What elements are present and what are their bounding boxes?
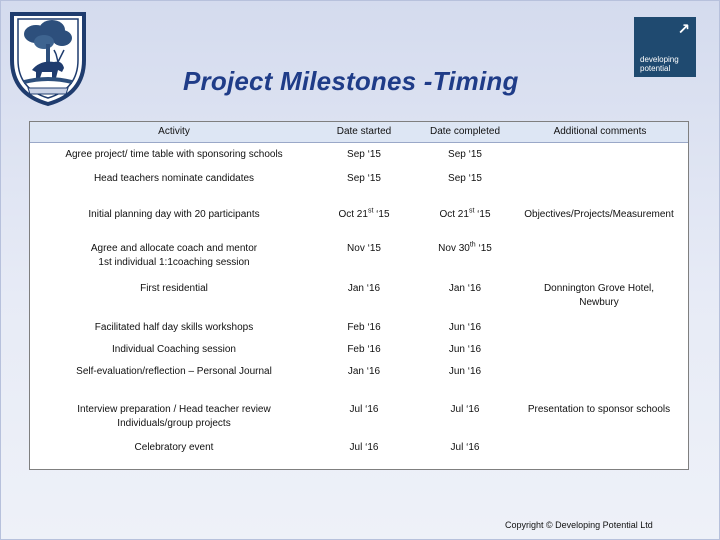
cell-date-completed: Jul ‘16 — [450, 404, 480, 415]
logo-line-2: potential — [640, 64, 671, 73]
cell-additional-comments — [510, 208, 688, 222]
cell-activity — [30, 403, 318, 431]
cell-date-started: Nov ‘15 — [347, 243, 381, 254]
cell-additional-comments — [510, 282, 688, 310]
comment-line: Newbury — [579, 297, 619, 308]
copyright-text: Copyright © Developing Potential Ltd — [505, 520, 653, 530]
cell-date-started: Jan ‘16 — [347, 366, 381, 377]
activity-line: Individuals/group projects — [117, 418, 231, 429]
cell-date-started: Sep ‘15 — [347, 173, 381, 184]
cell-date-completed: Sep ‘15 — [448, 173, 482, 184]
cell-date-started: Jul ‘16 — [349, 404, 379, 415]
cell-date-started: Jan ‘16 — [347, 283, 381, 294]
cell-activity — [30, 282, 318, 296]
developing-potential-logo — [634, 17, 696, 77]
activity-line: 1st individual 1:1coaching session — [98, 257, 250, 268]
cell-additional-comments — [510, 403, 688, 417]
activity-line: First residential — [140, 283, 208, 294]
cell-date-started: Oct 21st ‘15 — [338, 207, 390, 220]
school-crest-icon — [6, 8, 90, 108]
cell-activity — [30, 365, 318, 379]
header-additional-comments: Additional comments — [553, 126, 647, 137]
header-date-completed: Date completed — [429, 126, 501, 137]
cell-activity — [30, 172, 318, 186]
activity-line: Agree project/ time table with sponsoring schools — [65, 149, 283, 160]
arrow-up-right-icon: ↗ — [677, 20, 690, 38]
activity-line: Initial planning day with 20 participants — [88, 209, 260, 220]
page-title: Project Milestones -Timing — [183, 66, 519, 96]
activity-line: Interview preparation / Head teacher review — [77, 404, 271, 415]
cell-activity — [30, 208, 318, 222]
cell-date-completed: Jul ‘16 — [450, 442, 480, 453]
cell-activity — [30, 343, 318, 357]
cell-date-completed: Jun ‘16 — [448, 366, 482, 377]
header-date-started: Date started — [336, 126, 392, 137]
comment-line: Donnington Grove Hotel, — [543, 283, 655, 294]
cell-date-completed: Nov 30th ‘15 — [438, 241, 492, 254]
cell-date-started: Sep ‘15 — [347, 149, 381, 160]
comment-line: Presentation to sponsor schools — [527, 404, 671, 415]
activity-line: Agree and allocate coach and mentor — [90, 243, 258, 254]
cell-date-completed: Jun ‘16 — [448, 344, 482, 355]
cell-date-completed: Jan ‘16 — [448, 283, 482, 294]
activity-line: Individual Coaching session — [112, 344, 236, 355]
cell-activity — [30, 321, 318, 335]
cell-date-started: Jul ‘16 — [349, 442, 379, 453]
logo-line-1: developing — [640, 55, 679, 64]
milestones-table — [29, 121, 689, 470]
activity-line: Head teachers nominate candidates — [93, 173, 255, 184]
cell-date-started: Feb ‘16 — [347, 322, 381, 333]
activity-line: Self-evaluation/reflection – Personal Journal — [76, 366, 272, 377]
cell-date-completed: Jun ‘16 — [448, 322, 482, 333]
cell-activity — [30, 441, 318, 455]
cell-date-started: Feb ‘16 — [347, 344, 381, 355]
comment-line: Objectives/Projects/Measurement — [524, 209, 674, 220]
table-header-row — [30, 122, 688, 143]
cell-activity — [30, 242, 318, 270]
activity-line: Facilitated half day skills workshops — [94, 322, 254, 333]
cell-activity — [30, 148, 318, 162]
cell-date-completed: Oct 21st ‘15 — [439, 207, 491, 220]
header-activity: Activity — [158, 126, 190, 137]
activity-line: Celebratory event — [134, 442, 214, 453]
cell-date-completed: Sep ‘15 — [448, 149, 482, 160]
